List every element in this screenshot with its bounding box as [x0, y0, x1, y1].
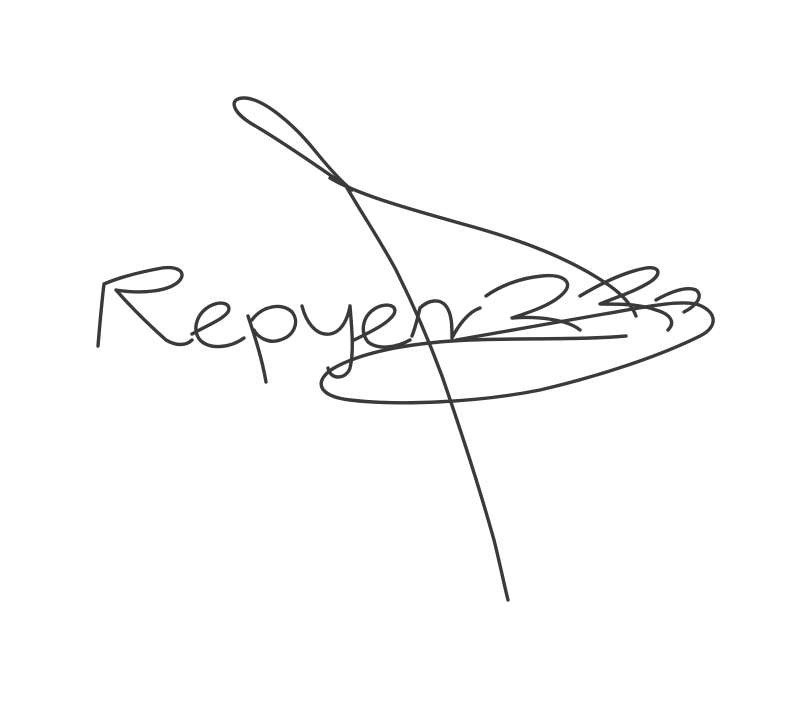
signature-letter-n: [412, 301, 480, 338]
signature-letter-e: [192, 303, 244, 346]
signature-trailing-letters: [486, 268, 699, 330]
signature-letter-y: [302, 306, 352, 377]
signature-letter-r: [98, 268, 192, 346]
signature-letter-p: [248, 306, 296, 382]
signature-diagonal-stroke: [330, 178, 636, 316]
signature-strokes: [98, 98, 713, 600]
signature-letter-e-second: [354, 305, 410, 347]
signature-descender-stroke: [346, 186, 508, 600]
signature-top-loop: [234, 98, 352, 190]
